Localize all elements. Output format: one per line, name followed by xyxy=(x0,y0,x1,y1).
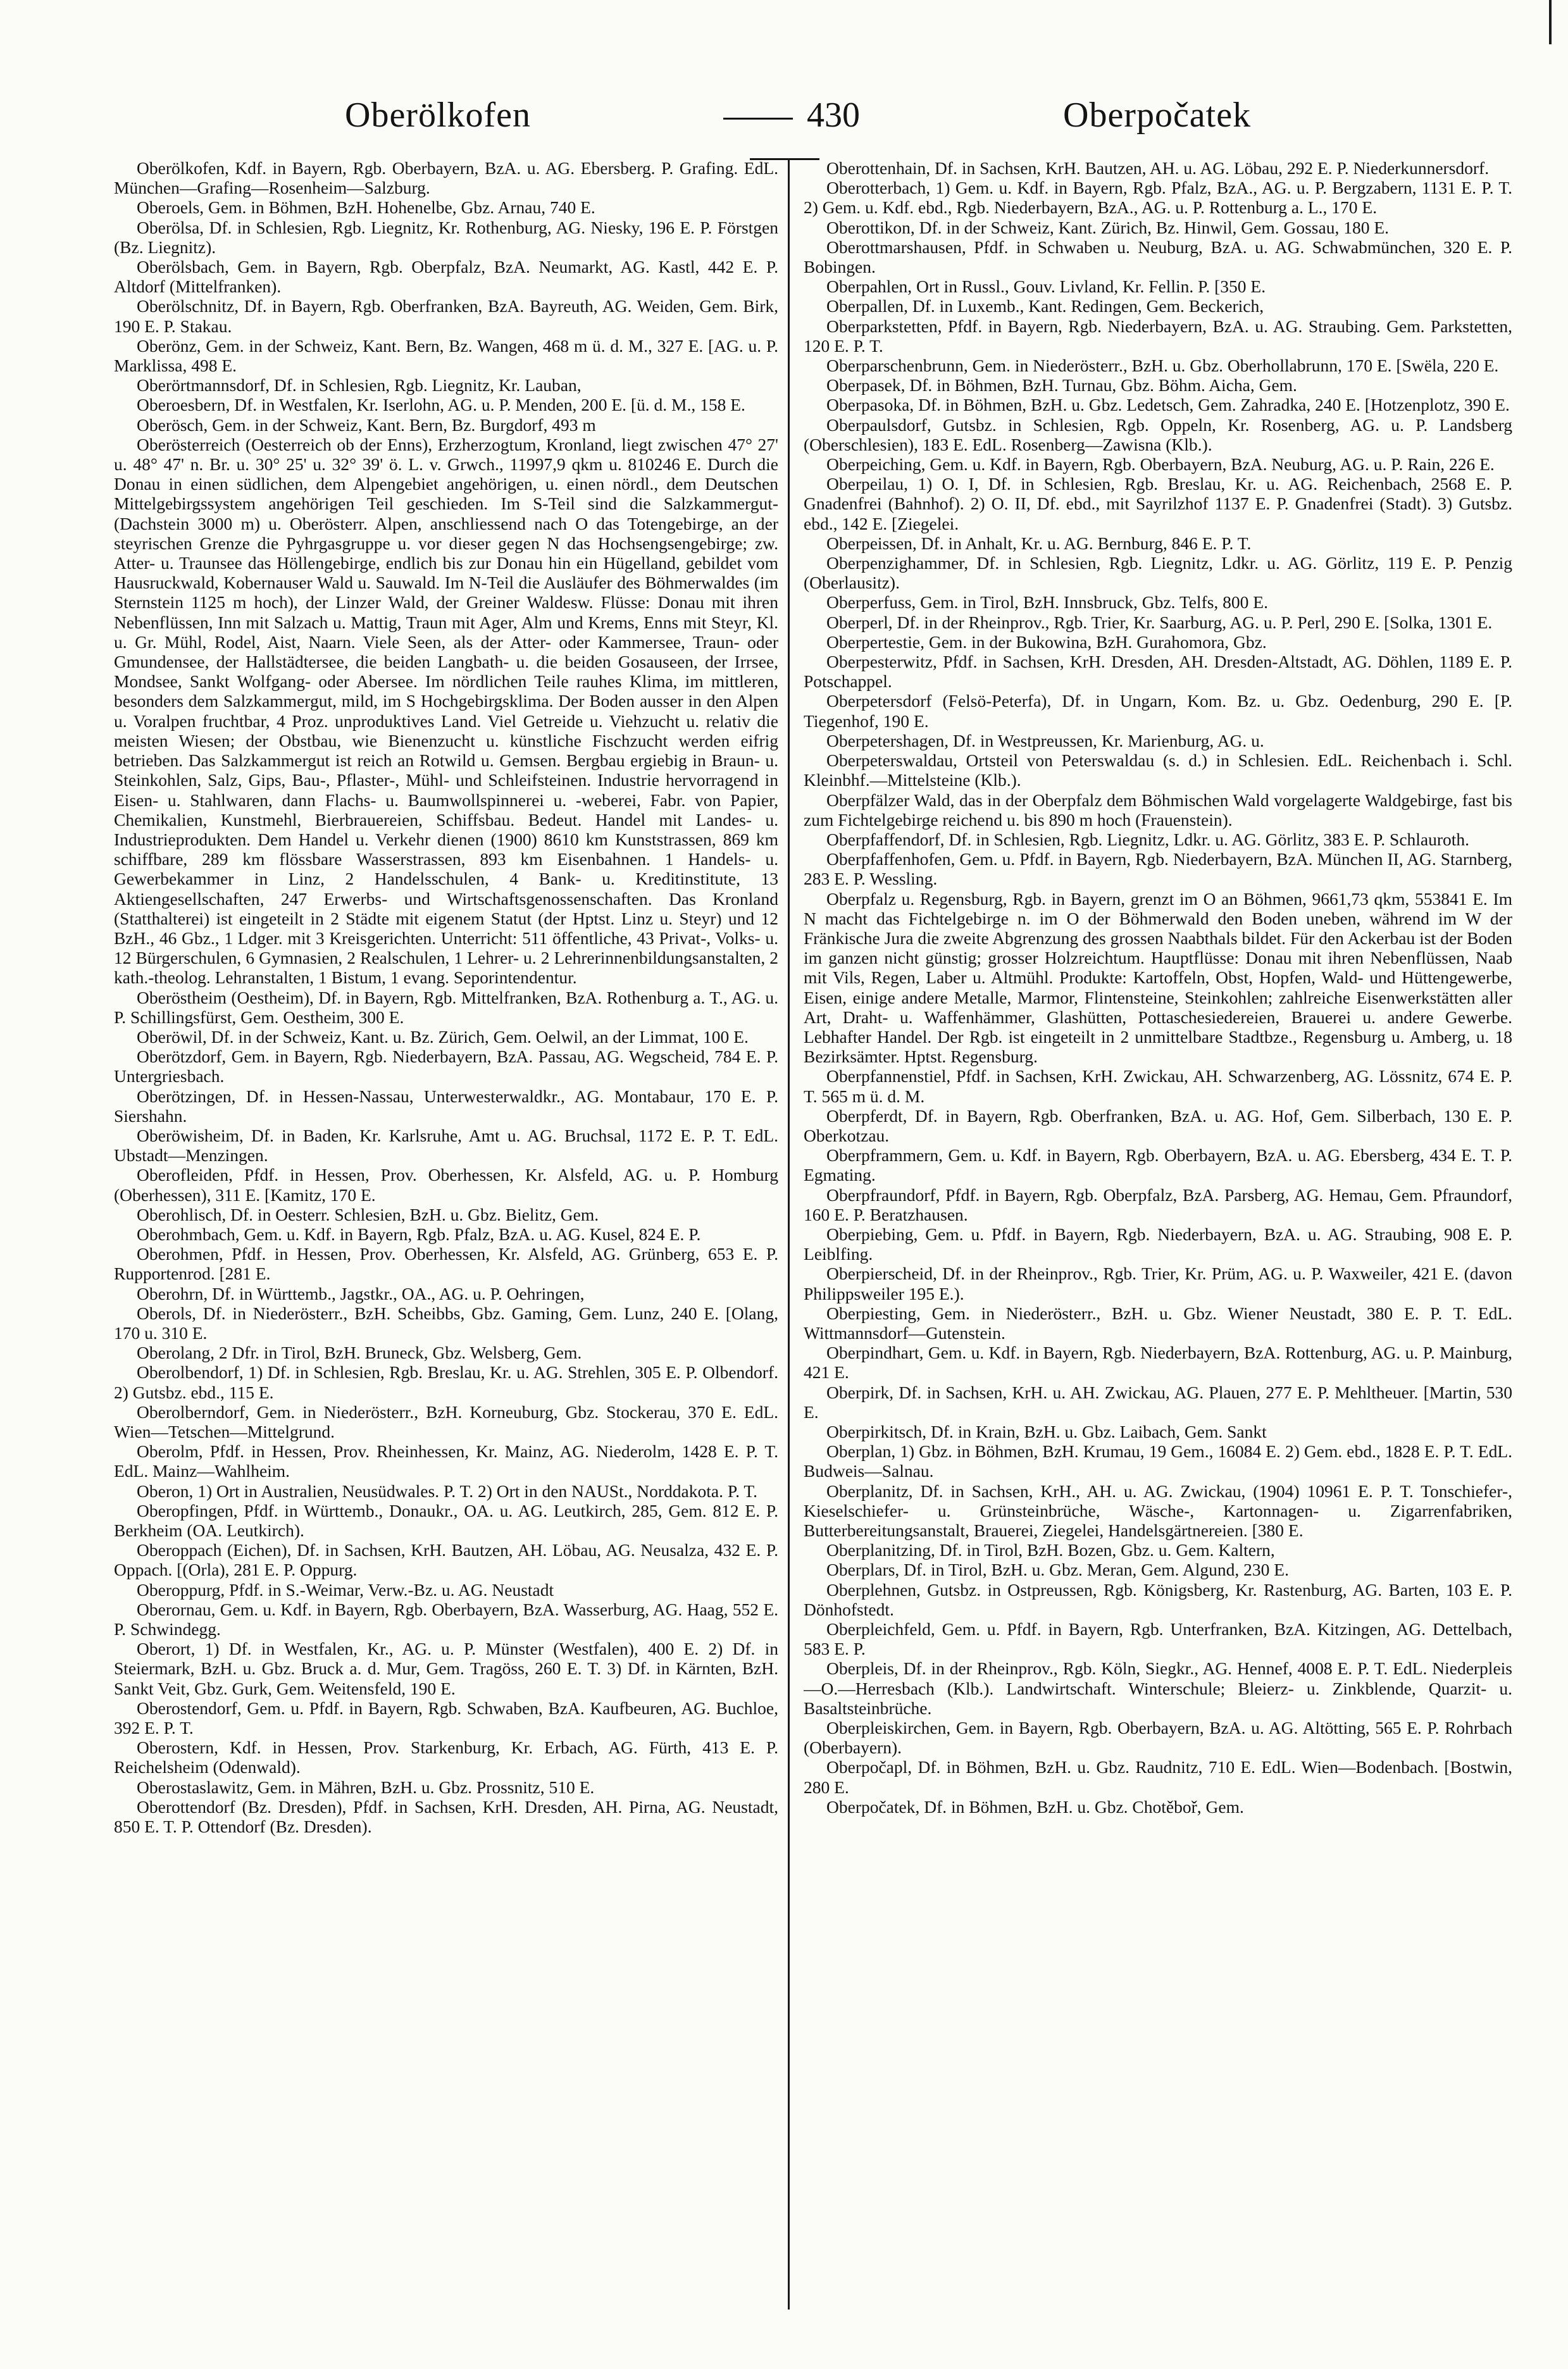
gazetteer-entry: Oberohlisch, Df. in Oesterr. Schlesien, BzH. u. Gbz. Bielitz, Gem. xyxy=(137,1204,599,1224)
gazetteer-entry: Oberpočapl, Df. in Böhmen, BzH. u. Gbz. Raudnitz, 710 E. EdL. Wien—Bodenbach. [Bostwin, 280 E. xyxy=(804,1757,1512,1797)
gazetteer-entry: Oberölsbach, Gem. in Bayern, Rgb. Oberpfalz, BzA. Neumarkt, AG. Kastl, 442 E. P. Altdorf (Mittelfranken). xyxy=(114,257,778,297)
gazetteer-entry: Oberplan, 1) Gbz. in Böhmen, BzH. Krumau, 19 Gem., 16084 E. 2) Gem. ebd., 1828 E. P. T. EdL. Budweis—Salnau. xyxy=(804,1441,1512,1481)
gazetteer-entry: Oberpleis, Df. in der Rheinprov., Rgb. Köln, Siegkr., AG. Hennef, 4008 E. P. T. EdL. Niederpleis—O.—Herresbach (Klb.). Landwirtschaft. Winterschule; Bleierz- u. Zinkblende, Quarzit- u. Basaltsteinbrüche. xyxy=(804,1658,1512,1718)
gazetteer-entry: Oberöstheim (Oestheim), Df. in Bayern, Rgb. Mittelfranken, BzA. Rothenburg a. T., AG. u. P. Schillingsfürst, Gem. Oestheim, 300 E. xyxy=(114,987,778,1027)
gazetteer-entry: Oberpiesting, Gem. in Niederösterr., BzH. u. Gbz. Wiener Neustadt, 380 E. P. T. EdL. Wittmannsdorf—Gutenstein. xyxy=(804,1303,1512,1343)
gazetteer-entry: Oberpetersdorf (Felsö-Peterfa), Df. in Ungarn, Kom. Bz. u. Gbz. Oedenburg, 290 E. [P. Tiegenhof, 190 E. xyxy=(804,691,1512,731)
gazetteer-entry: Oberösterreich (Oesterreich ob der Enns), Erzherzogtum, Kronland, liegt zwischen 47° 27' u. 48° 47' n. Br. u. 30° 25' u. 32° 39' ö. L. v. Grwch., 11997,9 qkm u. 810246 E. Durch die Donau in einen südlichen, dem Alpengebiet angehörigen, u. einen nördl., dem Deutschen Mittelgebirgssystem angehörigen Teil geschieden. Im S-Teil sind die Salzkammergut-(Dachstein 3000 m) u. Oberösterr. Alpen, anschliessend nach O das Totengebirge, an der steyrischen Grenze die Pyhrgasgruppe u. vor dieser gegen N das Hochsengsengebirge; zw. Atter- u. Traunsee das Höllengebirge, endlich bis zur Donau hin ein Hügelland, gebildet vom Hausruckwald, Kobernauser Wald u. Sauwald. Im N-Teil die Ausläufer des Böhmerwaldes (im Sternstein 1125 m hoch), der Linzer Wald, der Greiner Waldesw. Flüsse: Donau mit ihren Nebenflüssen, Inn mit Salzach u. Mattig, Traun mit Ager, Alm und Krems, Enns mit Steyr, Kl. u. Gr. Mühl, Rodel, Aist, Naarn. Viele Seen, als der Atter- oder Kammersee, Traun- oder Gmundensee, der Hallstädtersee, die beiden Langbath- u. die beiden Gosauseen, der Irrsee, Mondsee, Sankt Wolfgang- oder Abersee. Im nördlichen Teile rauhes Klima, im mittleren, besonders dem Salzkammergut, mild, im S Hochgebirgsklima. Der Boden ausser in den Alpen u. Voralpen fruchtbar, 4 Proz. unproduktives Land. Viel Getreide u. Viehzucht u. relativ die meisten Wiesen; der Obstbau, wie Bienenzucht u. künstliche Fischzucht werden eifrig betrieben. Das Salzkammergut ist reich an Rotwild u. Gemsen. Bergbau ergiebig in Braun- u. Steinkohlen, Salz, Gips, Bau-, Pflaster-, Mühl- und Schleifsteinen. Industrie hervorragend in Eisen- u. Stahlwaren, dann Flachs- u. Baumwollspinnerei u. -weberei, Fabr. von Papier, Chemikalien, Kunstmehl, Bierbrauereien, Schiffsbau. Bedeut. Handel mit Landes- u. Industrieprodukten. Dem Handel u. Verkehr dienen (1900) 8610 km Kunststrassen, 869 km schiffbare, 289 km flössbare Wasserstrassen, 893 km Eisenbahnen. 1 Handels- u. Gewerbekammer in Linz, 2 Handelsschulen, 4 Bank- u. Kreditinstitute, 13 Aktiengesellschaften, 247 Erwerbs- und Wirtschaftsgenossenschaften. Das Kronland (Statthalterei) ist eingeteilt in 2 Städte mit eigenem Statut (der Hptst. Linz u. Steyr) und 12 BzH., 46 Gbz., 1 Ldger. mit 3 Kreisgerichten. Unterricht: 511 öffentliche, 43 Privat-, Volks- u. 12 Bürgerschulen, 6 Gymnasien, 2 Realschulen, 1 Lehrer- u. 2 Lehrerinnenbildungsanstalten, 2 kath.-theolog. Lehranstalten, 1 Bistum, 1 evang. Seporintendentur. xyxy=(114,434,778,988)
running-head-left: Oberölkofen xyxy=(345,96,532,135)
gazetteer-entry: Oberpeterswaldau, Ortsteil von Peterswaldau (s. d.) in Schlesien. EdL. Reichenbach i. Schl. Kleinbhf.—Mittelsteine (Klb.). xyxy=(804,750,1512,790)
gazetteer-entry: Oberottikon, Df. in der Schweiz, Kant. Zürich, Bz. Hinwil, Gem. Gossau, 180 E. xyxy=(826,217,1389,237)
header-dash-left xyxy=(723,118,793,120)
gazetteer-entry: Oberohrn, Df. in Württemb., Jagstkr., OA., AG. u. P. Oehringen, xyxy=(137,1283,585,1303)
gazetteer-entry: Oberölschnitz, Df. in Bayern, Rgb. Oberfranken, BzA. Bayreuth, AG. Weiden, Gem. Birk, 190 E. P. Stakau. xyxy=(114,296,778,336)
gazetteer-entry: Oberpallen, Df. in Luxemb., Kant. Redingen, Gem. Beckerich, xyxy=(826,296,1264,316)
gazetteer-entry: Oberötzdorf, Gem. in Bayern, Rgb. Niederbayern, BzA. Passau, AG. Wegscheid, 784 E. P. Untergriesbach. xyxy=(114,1047,778,1086)
gazetteer-entry: Oberpfraundorf, Pfdf. in Bayern, Rgb. Oberpfalz, BzA. Parsberg, AG. Hemau, Gem. Pfraundorf, 160 E. P. Beratzhausen. xyxy=(804,1184,1512,1224)
gazetteer-entry: Oberpertestie, Gem. in der Bukowina, BzH. Gurahomora, Gbz. xyxy=(826,631,1267,652)
gazetteer-entry: Oberparkstetten, Pfdf. in Bayern, Rgb. Niederbayern, BzA. u. AG. Straubing. Gem. Parkstetten, 120 E. P. T. xyxy=(804,316,1512,356)
gazetteer-entry: Oberpframmern, Gem. u. Kdf. in Bayern, Rgb. Oberbayern, BzA. u. AG. Ebersberg, 434 E. T. P. Egmating. xyxy=(804,1145,1512,1185)
gazetteer-entry: Oberpindhart, Gem. u. Kdf. in Bayern, Rgb. Niederbayern, BzA. Rottenburg, AG. u. P. Mainburg, 421 E. xyxy=(804,1343,1512,1383)
gazetteer-entry: Oberpasoka, Df. in Böhmen, BzH. u. Gbz. Ledetsch, Gem. Zahradka, 240 E. [Hotzenplotz, 390 E. xyxy=(826,395,1510,415)
gazetteer-entry: Oberölkofen, Kdf. in Bayern, Rgb. Oberbayern, BzA. u. AG. Ebersberg. P. Grafing. EdL. München—Grafing—Rosenheim—Salzburg. xyxy=(114,158,778,198)
gazetteer-entry: Oberpfannenstiel, Pfdf. in Sachsen, KrH. Zwickau, AH. Schwarzenberg, AG. Lössnitz, 674 E. P. T. 565 m ü. d. M. xyxy=(804,1066,1512,1106)
page-number-text: 430 xyxy=(807,96,860,135)
gazetteer-entry: Oberpfälzer Wald, das in der Oberpfalz dem Böhmischen Wald vorgelagerte Waldgebirge, fast bis zum Fichtelgebirge reichend u. bis 890 m hoch (Frauenstein). xyxy=(804,790,1512,830)
gazetteer-entry: Oberöwil, Df. in der Schweiz, Kant. u. Bz. Zürich, Gem. Oelwil, an der Limmat, 100 E. xyxy=(137,1026,749,1047)
gazetteer-entry: Oberpfalz u. Regensburg, Rgb. in Bayern, grenzt im O an Böhmen, 9661,73 qkm, 553841 E. Im N macht das Fichtelgebirge n. im O der Böhmerwald den Boden uneben, während im W der Fränkische Jura die zweite Abgrenzung des grossen Naabthals bildet. Für den Ackerbau ist der Boden im ganzen nicht günstig; grosser Holzreichtum. Hauptflüsse: Donau mit ihren Nebenflüssen, Naab mit Vils, Regen, Laber u. Altmühl. Produkte: Kartoffeln, Obst, Hopfen, Wald- und Hüttengewerbe, Eisen, einige andere Metalle, Marmor, Flintensteine, Steinkohlen; zahlreiche Eisenwerkstätten aller Art, Draht- u. Waffenhämmer, Glashütten, Pottaschesiedereien, Brauerei u. andere Gewerbe. Lebhafter Handel. Der Rgb. ist eingeteilt in 2 unmittelbare Stadtbze., Regensburg u. Amberg, u. 18 Bezirksämter. Hptst. Regensburg. xyxy=(804,888,1512,1067)
gazetteer-entry: Oberoppach (Eichen), Df. in Sachsen, KrH. Bautzen, AH. Löbau, AG. Neusalza, 432 E. P. Oppach. [(Orla), 281 E. P. Oppurg. xyxy=(114,1540,778,1580)
gazetteer-entry: Oberpočatek, Df. in Böhmen, BzH. u. Gbz. Chotěboř, Gem. xyxy=(826,1796,1244,1817)
gazetteer-entry: Oberpeissen, Df. in Anhalt, Kr. u. AG. Bernburg, 846 E. P. T. xyxy=(826,533,1252,553)
gazetteer-entry: Oberohmen, Pfdf. in Hessen, Prov. Oberhessen, Kr. Alsfeld, AG. Grünberg, 653 E. P. Rupportenrod. [281 E. xyxy=(114,1244,778,1284)
gazetteer-entry: Oberpfaffenhofen, Gem. u. Pfdf. in Bayern, Rgb. Niederbayern, BzA. München II, AG. Starnberg, 283 E. P. Wessling. xyxy=(804,849,1512,889)
corner-rule xyxy=(1549,0,1552,44)
gazetteer-entry: Oberörtmannsdorf, Df. in Schlesien, Rgb. Liegnitz, Kr. Lauban, xyxy=(137,375,582,395)
gazetteer-entry: Oberpaulsdorf, Gutsbz. in Schlesien, Rgb. Oppeln, Kr. Rosenberg, AG. u. P. Landsberg (Oberschlesien), 183 E. EdL. Rosenberg—Zawisna (Klb.). xyxy=(804,414,1512,454)
gazetteer-entry: Oberpleichfeld, Gem. u. Pfdf. in Bayern, Rgb. Unterfranken, BzA. Kitzingen, AG. Dettelbach, 583 E. P. xyxy=(804,1619,1512,1659)
gazetteer-entry: Oberostaslawitz, Gem. in Mähren, BzH. u. Gbz. Prossnitz, 510 E. xyxy=(137,1777,595,1797)
gazetteer-entry: Oberolberndorf, Gem. in Niederösterr., BzH. Korneuburg, Gbz. Stockerau, 370 E. EdL. Wien—Tetschen—Mittelgrund. xyxy=(114,1402,778,1441)
gazetteer-entry: Oberösch, Gem. in der Schweiz, Kant. Bern, Bz. Burgdorf, 493 m xyxy=(137,414,596,435)
gazetteer-entry: Oberoppurg, Pfdf. in S.-Weimar, Verw.-Bz. u. AG. Neustadt xyxy=(137,1579,554,1600)
gazetteer-entry: Oberpetershagen, Df. in Westpreussen, Kr. Marienburg, AG. u. xyxy=(826,730,1264,750)
gazetteer-entry: Oberpiebing, Gem. u. Pfdf. in Bayern, Rgb. Niederbayern, BzA. u. AG. Straubing, 908 E. P. Leiblfing. xyxy=(804,1224,1512,1264)
gazetteer-entry: Oberpahlen, Ort in Russl., Gouv. Livland, Kr. Fellin. P. [350 E. xyxy=(826,277,1266,297)
gazetteer-entry: Oberotterbach, 1) Gem. u. Kdf. in Bayern, Rgb. Pfalz, BzA., AG. u. P. Bergzabern, 1131 E. P. T. 2) Gem. u. Kdf. ebd., Rgb. Niederbayern, BzA., AG. u. P. Rottenburg a. L., 170 E. xyxy=(804,178,1512,218)
gazetteer-entry: Oberötzingen, Df. in Hessen-Nassau, Unterwesterwaldkr., AG. Montabaur, 170 E. P. Siershahn. xyxy=(114,1086,778,1126)
column-divider xyxy=(788,158,790,2310)
gazetteer-entry: Oberolbendorf, 1) Df. in Schlesien, Rgb. Breslau, Kr. u. AG. Strehlen, 305 E. P. Olbendorf. 2) Gutsbz. ebd., 115 E. xyxy=(114,1362,778,1402)
gazetteer-entry: Oberplanitz, Df. in Sachsen, KrH., AH. u. AG. Zwickau, (1904) 10961 E. P. T. Tonschiefer-, Kieselschiefer- u. Grünsteinbrüche, Wäsche-, Kartonnagen- u. Zigarrenfabriken, Butterbereitungsanstalt, Brauerei, Ziegelei, Handelsgärtnereien. [380 E. xyxy=(804,1481,1512,1541)
right-column xyxy=(804,158,1512,2335)
gazetteer-entry: Oberpeiching, Gem. u. Kdf. in Bayern, Rgb. Oberbayern, BzA. Neuburg, AG. u. P. Rain, 226 E. xyxy=(826,454,1495,475)
gazetteer-entry: Oberparschenbrunn, Gem. in Niederösterr., BzH. u. Gbz. Oberhollabrunn, 170 E. [Swëla, 220 E. xyxy=(826,356,1499,376)
gazetteer-entry: Oberopfingen, Pfdf. in Württemb., Donaukr., OA. u. AG. Leutkirch, 285, Gem. 812 E. P. Berkheim (OA. Leutkirch). xyxy=(114,1500,778,1541)
gazetteer-entry: Oberpeilau, 1) O. I, Df. in Schlesien, Rgb. Breslau, Kr. u. AG. Reichenbach, 2568 E. P. Gnadenfrei (Bahnhof). 2) O. II, Df. ebd., mit Sayrilzhof 1137 E. P. Gnadenfrei (Stadt). 3) Gutsbz. ebd., 142 E. [Ziegelei. xyxy=(804,474,1512,533)
gazetteer-entry: Oberpasek, Df. in Böhmen, BzH. Turnau, Gbz. Böhm. Aicha, Gem. xyxy=(826,375,1297,395)
gazetteer-entry: Oberperl, Df. in der Rheinprov., Rgb. Trier, Kr. Saarburg, AG. u. P. Perl, 290 E. [Solka, 1301 E. xyxy=(826,612,1493,632)
gazetteer-entry: Oberon, 1) Ort in Australien, Neusüdwales. P. T. 2) Ort in den NAUSt., Norddakota. P. T. xyxy=(137,1481,757,1501)
gazetteer-entry: Oberpesterwitz, Pfdf. in Sachsen, KrH. Dresden, AH. Dresden-Altstadt, AG. Döhlen, 1189 E. P. Potschappel. xyxy=(804,652,1512,692)
gazetteer-entry: Oberplanitzing, Df. in Tirol, BzH. Bozen, Gbz. u. Gem. Kaltern, xyxy=(826,1540,1275,1560)
gazetteer-entry: Oberöwisheim, Df. in Baden, Kr. Karlsruhe, Amt u. AG. Bruchsal, 1172 E. P. T. EdL. Ubstadt—Menzingen. xyxy=(114,1125,778,1166)
page-header xyxy=(0,95,1568,146)
gazetteer-entry: Oberottendorf (Bz. Dresden), Pfdf. in Sachsen, KrH. Dresden, AH. Pirna, AG. Neustadt, 850 E. T. P. Ottendorf (Bz. Dresden). xyxy=(114,1796,778,1837)
gazetteer-entry: Oberofleiden, Pfdf. in Hessen, Prov. Oberhessen, Kr. Alsfeld, AG. u. P. Homburg (Oberhessen), 311 E. [Kamitz, 170 E. xyxy=(114,1165,778,1205)
gazetteer-entry: Oberplehnen, Gutsbz. in Ostpreussen, Rgb. Königsberg, Kr. Rastenburg, AG. Barten, 103 E. P. Dönhofstedt. xyxy=(804,1579,1512,1619)
running-head-right: Oberpočatek xyxy=(1063,96,1252,135)
gazetteer-entry: Oberottmarshausen, Pfdf. in Schwaben u. Neuburg, BzA. u. AG. Schwabmünchen, 320 E. P. Bobingen. xyxy=(804,237,1512,277)
gazetteer-entry: Oberolm, Pfdf. in Hessen, Prov. Rheinhessen, Kr. Mainz, AG. Niederolm, 1428 E. P. T. EdL. Mainz—Wahlheim. xyxy=(114,1441,778,1481)
gazetteer-entry: Oberpierscheid, Df. in der Rheinprov., Rgb. Trier, Kr. Prüm, AG. u. P. Waxweiler, 421 E. (davon Philippsweiler 195 E.). xyxy=(804,1264,1512,1303)
gazetteer-entry: Oberpferdt, Df. in Bayern, Rgb. Oberfranken, BzA. u. AG. Hof, Gem. Silberbach, 130 E. P. Oberkotzau. xyxy=(804,1105,1512,1145)
gazetteer-entry: Oberottenhain, Df. in Sachsen, KrH. Bautzen, AH. u. AG. Löbau, 292 E. P. Niederkunnersdorf. xyxy=(826,158,1490,178)
gazetteer-entry: Oberplars, Df. in Tirol, BzH. u. Gbz. Meran, Gem. Algund, 230 E. xyxy=(826,1560,1289,1580)
gazetteer-entry: Oberönz, Gem. in der Schweiz, Kant. Bern, Bz. Wangen, 468 m ü. d. M., 327 E. [AG. u. P. Marklissa, 498 E. xyxy=(114,335,778,376)
gazetteer-entry: Oberostendorf, Gem. u. Pfdf. in Bayern, Rgb. Schwaben, BzA. Kaufbeuren, AG. Buchloe, 392 E. P. T. xyxy=(114,1698,778,1738)
gazetteer-entry: Oberolang, 2 Dfr. in Tirol, BzH. Bruneck, Gbz. Welsberg, Gem. xyxy=(137,1343,582,1363)
gazetteer-entry: Oberornau, Gem. u. Kdf. in Bayern, Rgb. Oberbayern, BzA. Wasserburg, AG. Haag, 552 E. P. Schwindegg. xyxy=(114,1599,778,1639)
gazetteer-entry: Oberpfaffendorf, Df. in Schlesien, Rgb. Liegnitz, Ldkr. u. AG. Görlitz, 383 E. P. Schlauroth. xyxy=(826,829,1470,849)
gazetteer-entry: Oberpenzighammer, Df. in Schlesien, Rgb. Liegnitz, Ldkr. u. AG. Görlitz, 119 E. P. Penzig (Oberlausitz). xyxy=(804,553,1512,593)
gazetteer-entry: Oberpleiskirchen, Gem. in Bayern, Rgb. Oberbayern, BzA. u. AG. Altötting, 565 E. P. Rohrbach (Oberbayern). xyxy=(804,1718,1512,1758)
gazetteer-entry: Oberort, 1) Df. in Westfalen, Kr., AG. u. P. Münster (Westfalen), 400 E. 2) Df. in Steiermark, BzH. u. Gbz. Bruck a. d. Mur, Gem. Tragöss, 260 E. T. 3) Df. in Kärnten, BzH. Sankt Veit, Gbz. Gurk, Gem. Weitensfeld, 190 E. xyxy=(114,1639,778,1698)
gazetteer-entry: Oberohmbach, Gem. u. Kdf. in Bayern, Rgb. Pfalz, BzA. u. AG. Kusel, 824 E. P. xyxy=(137,1224,701,1244)
left-column xyxy=(114,158,778,2335)
gazetteer-entry: Oberpirkitsch, Df. in Krain, BzH. u. Gbz. Laibach, Gem. Sankt xyxy=(826,1422,1267,1441)
gazetteer-entry: Oberols, Df. in Niederösterr., BzH. Scheibbs, Gbz. Gaming, Gem. Lunz, 240 E. [Olang, 170 u. 310 E. xyxy=(114,1303,778,1343)
gazetteer-entry: Oberoesbern, Df. in Westfalen, Kr. Iserlohn, AG. u. P. Menden, 200 E. [ü. d. M., 158 E. xyxy=(137,395,745,415)
gazetteer-entry: Oberostern, Kdf. in Hessen, Prov. Starkenburg, Kr. Erbach, AG. Fürth, 413 E. P. Reichelsheim (Odenwald). xyxy=(114,1738,778,1777)
gazetteer-entry: Oberpirk, Df. in Sachsen, KrH. u. AH. Zwickau, AG. Plauen, 277 E. P. Mehltheuer. [Martin, 530 E. xyxy=(804,1382,1512,1422)
gazetteer-entry: Oberoels, Gem. in Böhmen, BzH. Hohenelbe, Gbz. Arnau, 740 E. xyxy=(137,197,595,218)
gazetteer-entry: Oberperfuss, Gem. in Tirol, BzH. Innsbruck, Gbz. Telfs, 800 E. xyxy=(826,592,1268,612)
gazetteer-entry: Oberölsa, Df. in Schlesien, Rgb. Liegnitz, Kr. Rothenburg, AG. Niesky, 196 E. P. Förstgen (Bz. Liegnitz). xyxy=(114,217,778,257)
